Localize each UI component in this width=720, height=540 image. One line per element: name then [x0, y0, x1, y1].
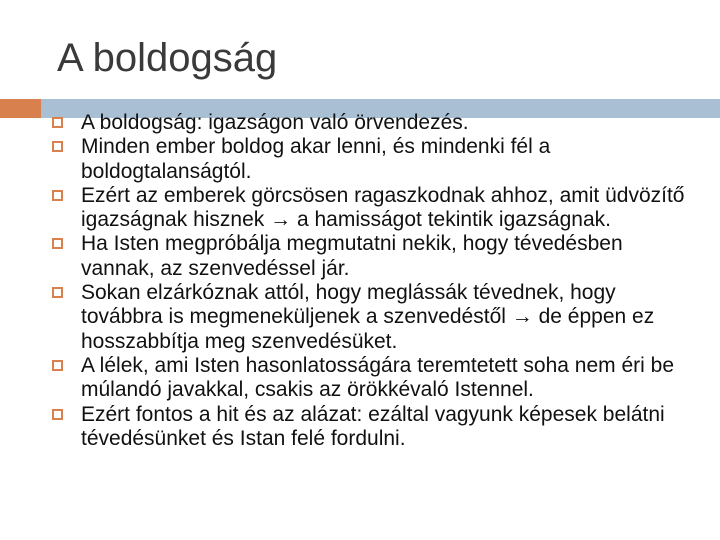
square-bullet-icon	[52, 117, 63, 128]
bullet-text: Sokan elzárkóznak attól, hogy meglássák tévednek, hogy továbbra is megmeneküljenek a szenvedéstől	[81, 281, 616, 329]
slide-content	[0, 111, 720, 540]
bullet-item	[0, 232, 720, 281]
arrow-right-icon: →	[270, 208, 292, 232]
bullet-item	[0, 281, 720, 354]
bullet-item	[0, 135, 720, 184]
arrow-right-icon: →	[511, 305, 533, 329]
bullet-text: A boldogság: igazságon való örvendezés.	[81, 111, 469, 134]
square-bullet-icon	[52, 409, 63, 420]
bullet-text: Ezért az emberek görcsösen ragaszkodnak ahhoz, amit üdvözítő igazságnak hisznek	[81, 183, 685, 232]
bullet-text-continued: de éppen ez hosszabbítja meg szenvedésüket.	[81, 305, 655, 353]
square-bullet-icon	[52, 360, 63, 371]
square-bullet-icon	[52, 141, 63, 152]
bullet-text: Ha Isten megpróbálja megmutatni nekik, hogy tévedésben vannak, az szenvedéssel jár.	[81, 232, 623, 280]
bullet-item	[0, 184, 720, 233]
square-bullet-icon	[52, 190, 63, 201]
slide-title: A boldogság	[57, 36, 278, 80]
bullet-item	[0, 403, 720, 452]
bullet-text-continued: a hamisságot tekintik igazságnak.	[296, 208, 611, 232]
square-bullet-icon	[52, 238, 63, 249]
bullet-text: Minden ember boldog akar lenni, és mindenki fél a boldogtalanságtól.	[81, 135, 551, 183]
bullet-list	[0, 111, 720, 451]
bullet-item	[0, 354, 720, 403]
bullet-text: A lélek, ami Isten hasonlatosságára teremtetett soha nem éri be múlandó javakkal, csakis az örökkévaló Istennel.	[81, 353, 674, 402]
bullet-item	[0, 111, 720, 135]
square-bullet-icon	[52, 287, 63, 298]
bullet-text: Ezért fontos a hit és az alázat: ezáltal vagyunk képesek belátni tévedésünket és Istan felé fordulni.	[81, 402, 665, 450]
